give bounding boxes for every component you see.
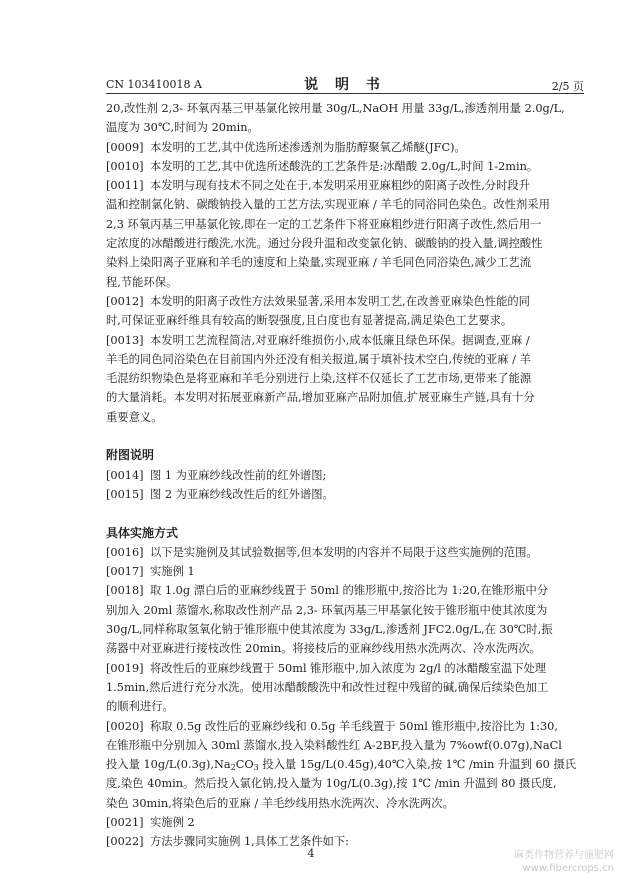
paragraph-line: 别加入 20ml 蒸馏水,称取改性剂产品 2,3- 环氧丙基三甲基氯化铵于锥形瓶中使其浓度为 [106, 603, 548, 617]
document-title: 说 明 书 [304, 77, 386, 93]
document-body [106, 99, 584, 852]
paragraph-text: 以下是实施例及其试验数据等,但本发明的内容并不局限于这些实施例的范围。 [150, 545, 538, 559]
paragraph-first-line [106, 813, 584, 832]
paragraph-line: 羊毛的同色同浴染色在目前国内外还没有相关报道,属于填补技术空白,传统的亚麻 / 羊 [106, 352, 531, 366]
paragraph-text: 本发明的工艺,其中优选所述酸洗的工艺条件是:冰醋酸 2.0g/L,时间 1-2min。 [150, 159, 539, 173]
text-run: CO [235, 758, 254, 772]
paragraph-number: [0016] [106, 545, 144, 559]
paragraph-line: 度,染色 40min。然后投入氯化钠,投入量为 10g/L(0.3g),按 1℃ /min 升温到 80 摄氏度, [106, 777, 557, 791]
section-gap [106, 504, 584, 523]
watermark [514, 849, 614, 875]
paragraph-first-line [106, 157, 584, 176]
paragraph-text: 实施例 1 [150, 565, 195, 579]
paragraph-line: 程,节能环保。 [106, 275, 178, 289]
paragraph-line: 20,改性剂 2,3- 环氧丙基三甲基氯化铵用量 30g/L,NaOH 用量 33g/L,渗透剂用量 2.0g/L, [106, 102, 565, 115]
paragraph-line: 荡器中对亚麻进行接枝改性 20min。将接枝后的亚麻纱线用热水洗两次、冷水洗两次。 [106, 642, 541, 656]
paragraph-line: 染料上染阳离子亚麻和羊毛的速度和上染量,实现亚麻 / 羊毛同色同浴染色,减少工艺流 [106, 256, 531, 270]
paragraph-text: 本发明与现有技术不同之处在于,本发明采用亚麻粗纱的阳离子改性,分时段升 [150, 179, 530, 193]
paragraph-text: 本发明的阳离子改性方法效果显著,采用本发明工艺,在改善亚麻染色性能的同 [150, 294, 530, 308]
paragraph-first-line [106, 581, 584, 600]
section-heading: 附图说明 [106, 448, 155, 463]
page-header [106, 74, 584, 94]
paragraph-number: [0012] [106, 294, 144, 308]
paragraph-first-line [106, 138, 584, 157]
paragraph-line: 温度为 30℃,时间为 20min。 [106, 121, 259, 135]
paragraph-text: 称取 0.5g 改性后的亚麻纱线和 0.5g 羊毛线置于 50ml 锥形瓶中,按浴比为 1:30, [150, 719, 558, 733]
header-rule [106, 93, 584, 94]
paragraph-number: [0011] [106, 179, 144, 193]
page-of-total: 2/5 页 [551, 80, 584, 93]
paragraph-first-line [106, 659, 584, 678]
paragraph-number: [0015] [106, 487, 144, 501]
paragraph-line: 毛混纺织物染色是将亚麻和羊毛分别进行上染,这样不仅延长了工艺市场,更带来了能源 [106, 372, 532, 386]
watermark-line1: 麻类作物营养与施肥网 [514, 850, 614, 861]
section-gap [106, 427, 584, 446]
paragraph-text: 本发明的工艺,其中优选所述渗透剂为脂肪醇聚氧乙烯醚(JFC)。 [150, 140, 466, 154]
paragraph-number: [0022] [106, 835, 144, 849]
page-number: 4 [307, 847, 315, 860]
paragraph-line: 的顺利进行。 [106, 700, 174, 714]
paragraph-first-line [106, 562, 584, 581]
patent-number: CN 103410018 A [106, 78, 202, 91]
paragraph-line: 在锥形瓶中分别加入 30ml 蒸馏水,投入染料酸性红 A-2BF,投入量为 7%owf(0.07g),NaCl [106, 738, 562, 752]
paragraph-text: 方法步骤同实施例 1,具体工艺条件如下: [150, 835, 349, 849]
paragraph-line [106, 755, 584, 774]
paragraph-line: 30g/L,同样称取氢氧化钠于锥形瓶中使其浓度为 33g/L,渗透剂 JFC2.0g/L,在 30℃时,振 [106, 623, 553, 637]
text-run: 投入量 15g/L(0.45g),40℃入染,按 1℃ /min 升温到 60 摄氏 [258, 758, 577, 772]
paragraph-line: 1.5min,然后进行充分水洗。使用冰醋酸酸洗中和改性过程中残留的碱,确保后续染色加工 [106, 680, 549, 694]
paragraph-first-line [106, 176, 584, 195]
paragraph-number: [0018] [106, 584, 144, 598]
paragraph-number: [0019] [106, 661, 144, 675]
watermark-line2: www.fibercrops.cn [522, 863, 614, 874]
paragraph-text: 实施例 2 [150, 815, 195, 829]
paragraph-text: 取 1.0g 漂白后的亚麻纱线置于 50ml 的锥形瓶中,按浴比为 1:20,在锥形瓶中分 [150, 584, 549, 598]
paragraph-number: [0010] [106, 159, 144, 173]
paragraph-line: 的大量消耗。本发明对拓展亚麻新产品,增加亚麻产品附加值,扩展亚麻生产链,具有十分 [106, 391, 535, 405]
paragraph-first-line [106, 331, 584, 350]
paragraph-line: 2,3 环氧丙基三甲基氯化铵,即在一定的工艺条件下将亚麻粗纱进行阳离子改性,然后用一 [106, 217, 542, 231]
paragraph-text: 本发明工艺流程简洁,对亚麻纤维损伤小,成本低廉且绿色环保。据调查,亚麻 / [150, 333, 530, 347]
paragraph-number: [0014] [106, 468, 144, 482]
paragraph-first-line [106, 717, 584, 736]
paragraph-line: 温和控制氯化钠、碳酸钠投入量的工艺方法,实现亚麻 / 羊毛的同浴同色染色。改性剂采用 [106, 198, 550, 212]
paragraph-number: [0013] [106, 333, 144, 347]
paragraph-number: [0017] [106, 565, 144, 579]
paragraph-number: [0020] [106, 719, 144, 733]
subscript: 3 [253, 763, 259, 773]
paragraph-first-line [106, 485, 584, 504]
paragraph-line: 染色 30min,将染色后的亚麻 / 羊毛纱线用热水洗两次、冷水洗两次。 [106, 796, 454, 810]
paragraph-text: 图 2 为亚麻纱线改性后的红外谱图。 [150, 487, 334, 501]
paragraph-number: [0009] [106, 140, 144, 154]
subscript: 2 [230, 763, 236, 773]
section-heading: 具体实施方式 [106, 525, 179, 540]
paragraph-first-line [106, 292, 584, 311]
paragraph-text: 图 1 为亚麻纱线改性前的红外谱图; [150, 468, 327, 482]
paragraph-first-line [106, 543, 584, 562]
paragraph-number: [0021] [106, 815, 144, 829]
paragraph-line: 重要意义。 [106, 410, 163, 424]
paragraph-line: 时,可保证亚麻纤维具有较高的断裂强度,且白度也有显著提高,满足染色工艺要求。 [106, 314, 513, 328]
text-run: 投入量 10g/L(0.3g),Na [106, 758, 231, 772]
paragraph-first-line [106, 466, 584, 485]
paragraph-line: 定浓度的冰醋酸进行酸洗,水洗。通过分段升温和改变氯化钠、碳酸钠的投入量,调控酸性 [106, 237, 543, 251]
paragraph-text: 将改性后的亚麻纱线置于 50ml 锥形瓶中,加入浓度为 2g/l 的冰醋酸室温下处理 [150, 661, 547, 675]
